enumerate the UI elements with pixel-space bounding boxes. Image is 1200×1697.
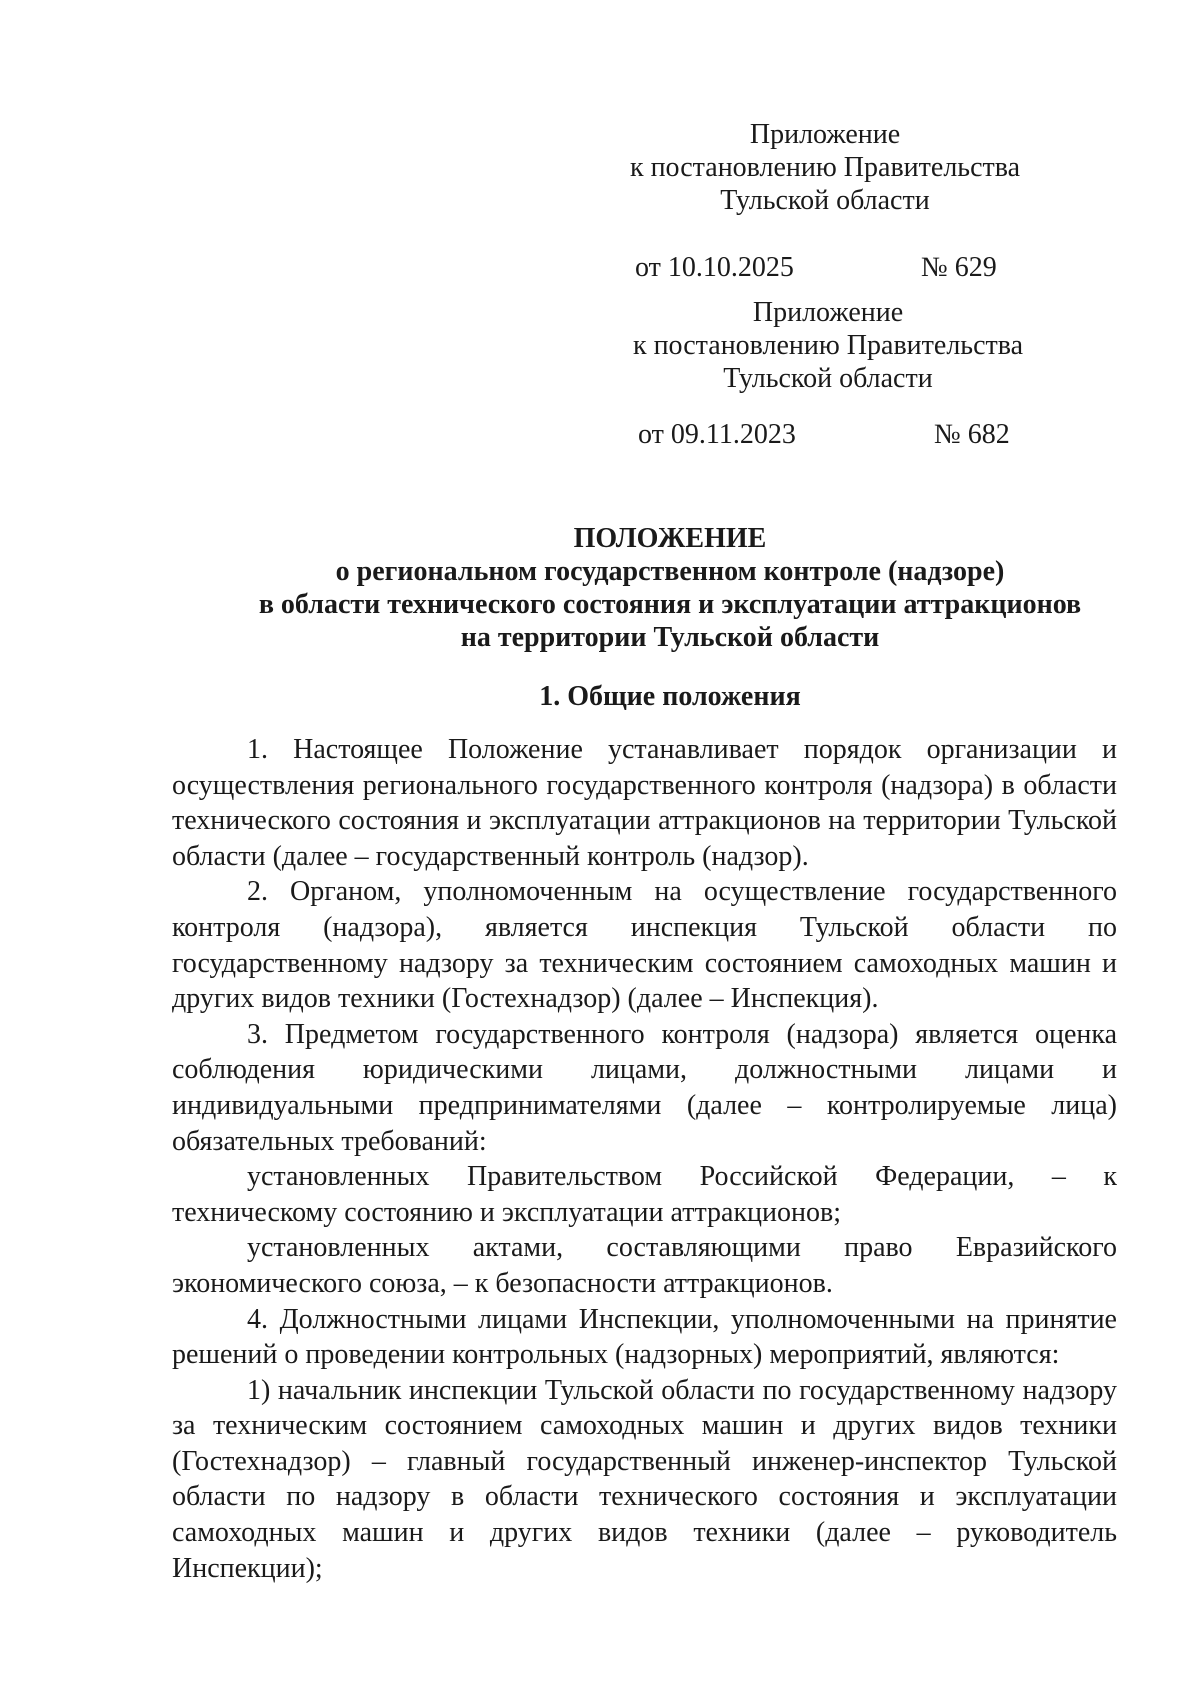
document-title-main: ПОЛОЖЕНИЕ <box>573 523 767 554</box>
appendix-previous-label: Приложение <box>752 297 904 328</box>
appendix-previous-date: от 09.11.2023 <box>638 419 796 450</box>
paragraph-1: 1. Настоящее Положение устанавливает порядок организации и осуществления регионального государственного контроля (надзора) в области технического состояния и эксплуатации аттракционов на территории Тульской области (далее – государственный контроль (надзор). <box>172 734 1117 872</box>
appendix-current-date-row <box>635 251 997 284</box>
paragraph-4: 4. Должностными лицами Инспекции, уполномоченными на принятие решений о проведении контрольных (надзорных) мероприятий, являются: <box>172 1303 1117 1371</box>
appendix-previous-region: Тульской области <box>723 363 933 394</box>
document-title-line2: о региональном государственном контроле (надзоре) <box>335 556 1005 587</box>
appendix-current-date: от 10.10.2025 <box>635 252 794 283</box>
paragraph-3: 3. Предметом государственного контроля (надзора) является оценка соблюдения юридическими лицами, должностными лицами и индивидуальными предпринимателями (далее – контролируемые лица) обязательных требований: <box>172 1018 1117 1157</box>
section-body <box>172 732 1117 1586</box>
appendix-previous-subtitle: к постановлению Правительства <box>632 330 1024 361</box>
paragraph-4-item-1: 1) начальник инспекции Тульской области по государственному надзору за техническим состоянием самоходных машин и других видов техники (Гостехнадзор) – главный государственный инженер-инспектор Тульской области по надзору в области технического состояния и эксплуатации самоходных машин и других видов техники (далее – руководитель Инспекции); <box>172 1374 1117 1584</box>
appendix-previous <box>618 296 1038 395</box>
paragraph-3-item-2: установленных актами, составляющими право Евразийского экономического союза, – к безопасности аттракционов. <box>172 1232 1117 1299</box>
appendix-current <box>615 118 1035 217</box>
paragraph-2: 2. Органом, уполномоченным на осуществление государственного контроля (надзора), является инспекция Тульской области по государственному надзору за техническим состоянием самоходных машин и других видов техники (Гостехнадзор) (далее – Инспекция). <box>172 876 1117 1015</box>
appendix-previous-number: № 682 <box>934 419 1010 450</box>
appendix-current-label: Приложение <box>749 119 901 150</box>
paragraph-3-item-1: установленных Правительством Российской Федерации, – к техническому состоянию и эксплуатации аттракционов; <box>172 1161 1117 1228</box>
appendix-current-number: № 629 <box>921 252 997 283</box>
appendix-current-subtitle: к постановлению Правительства <box>629 152 1021 183</box>
document-title <box>160 522 1180 654</box>
document-title-line4: на территории Тульской области <box>460 622 880 653</box>
document-title-line3: в области технического состояния и эксплуатации аттракционов <box>258 589 1082 620</box>
appendix-current-region: Тульской области <box>720 185 930 216</box>
section-heading: 1. Общие положения <box>539 681 801 712</box>
appendix-previous-date-row <box>638 418 1010 451</box>
